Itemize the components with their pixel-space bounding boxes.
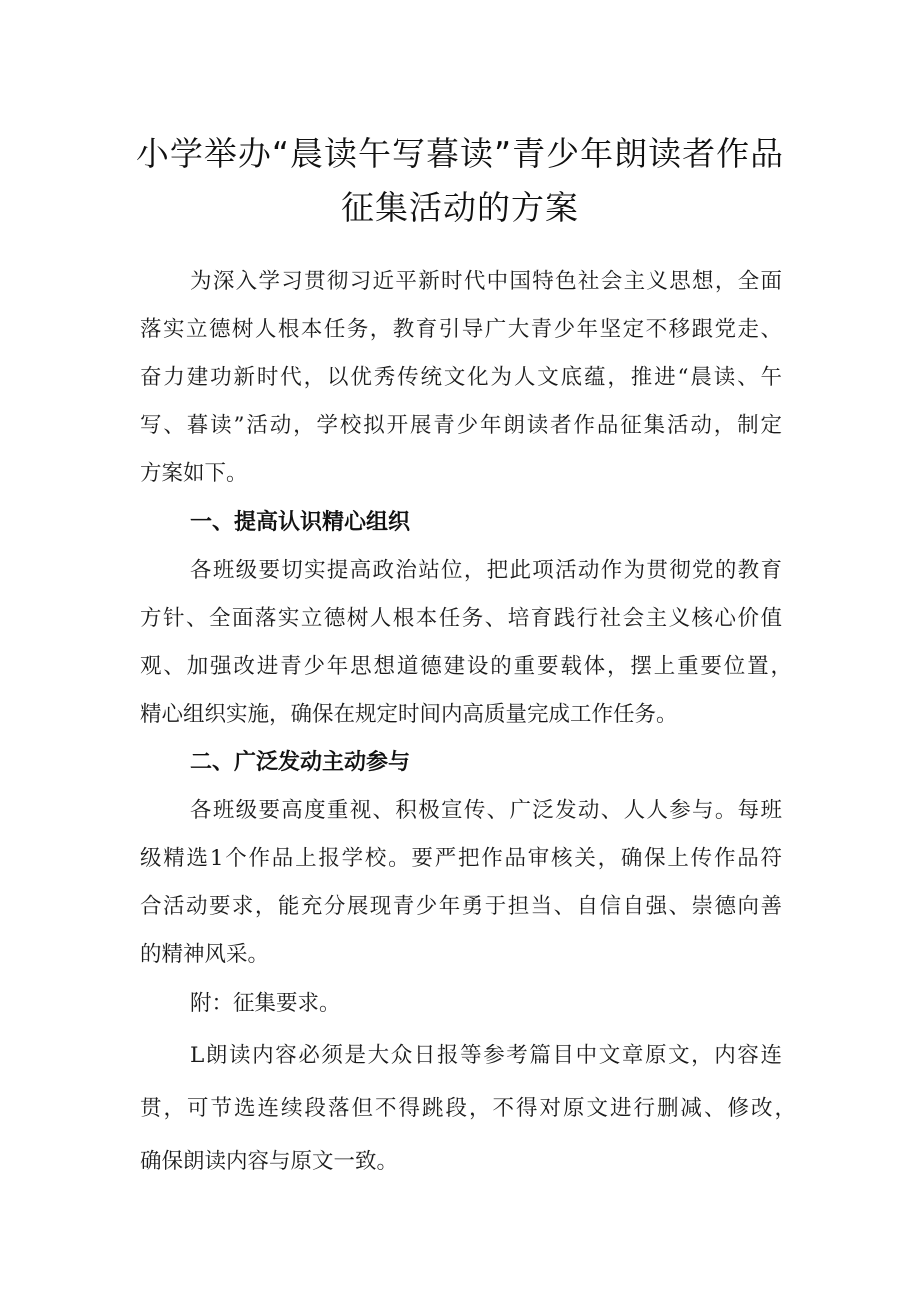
section-2-line: 合活动要求，能充分展现青少年勇于担当、自信自强、崇德向善 [140,894,782,919]
appendix-label: 附：征集要求。 [190,991,341,1016]
intro-line: 写、暮读”活动，学校拟开展青少年朗读者作品征集活动，制定 [140,413,782,438]
section-2-line: 各班级要高度重视、积极宣传、广泛发动、人人参与。每班 [190,798,782,823]
section-1-line: 观、加强改进青少年思想道德建设的重要载体，摆上重要位置， [140,654,792,679]
intro-line: 落实立德树人根本任务，教育引导广大青少年坚定不移跟党走、 [140,317,782,342]
section-1-line: 精心组织实施，确保在规定时间内高质量完成工作任务。 [140,702,678,727]
appendix-line: 贯，可节选连续段落但不得跳段，不得对原文进行删减、修改， [140,1096,796,1121]
intro-line: 为深入学习贯彻习近平新时代中国特色社会主义思想，全面 [190,269,782,294]
section-1-heading: 一、提高认识精心组织 [190,510,411,535]
intro-line: 奋力建功新时代，以优秀传统文化为人文底蕴，推进“晨读、午 [140,365,782,390]
appendix-line: L朗读内容必须是大众日报等参考篇目中文章原文，内容连 [190,1043,782,1068]
document-title-line-1: 小学举办“晨读午写暮读”青少年朗读者作品 [135,134,785,173]
section-2-heading: 二、广泛发动主动参与 [190,750,411,775]
section-2-line: 级精选1个作品上报学校。要严把作品审核关，确保上传作品符 [140,846,782,871]
section-2-line: 的精神风采。 [140,942,270,967]
intro-line: 方案如下。 [140,461,248,486]
section-1-line: 方针、全面落实立德树人根本任务、培育践行社会主义核心价值 [140,606,782,631]
section-1-line: 各班级要切实提高政治站位，把此项活动作为贯彻党的教育 [190,558,782,583]
document-title-line-2: 征集活动的方案 [341,188,579,227]
appendix-line: 确保朗读内容与原文一致。 [140,1149,399,1174]
